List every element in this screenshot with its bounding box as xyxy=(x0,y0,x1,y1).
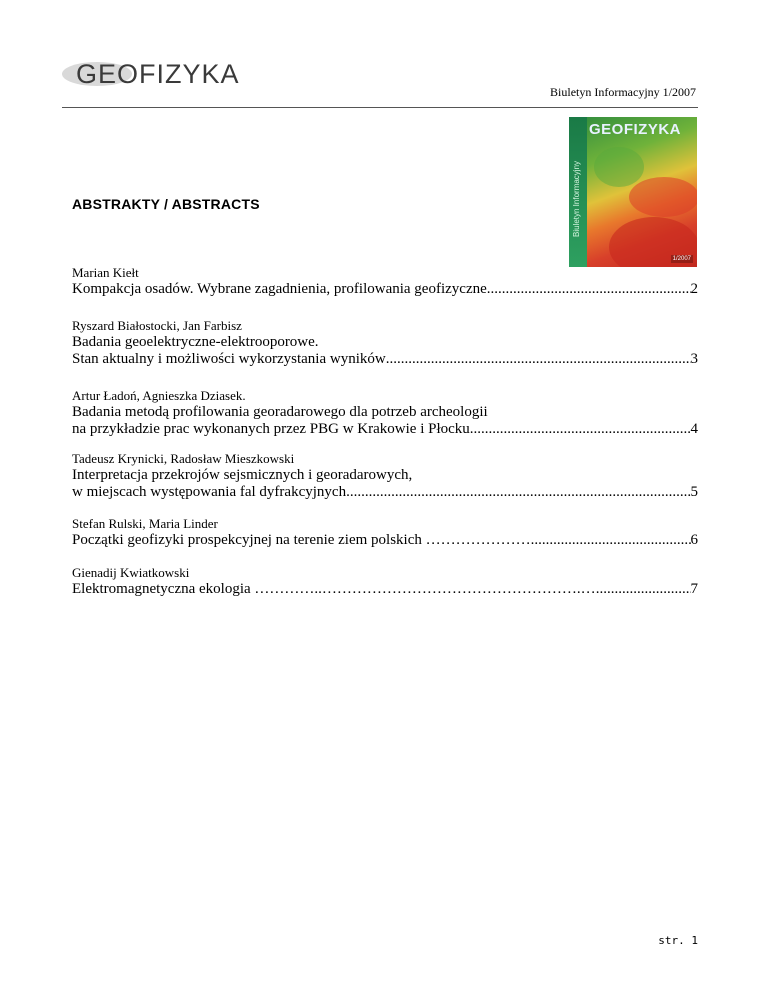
toc-entry[interactable] xyxy=(72,265,698,298)
dot-leader xyxy=(487,281,691,298)
entry-title: Stan aktualny i możliwości wykorzystania wyników xyxy=(72,351,386,367)
dot-leader xyxy=(538,532,690,549)
entry-title-line xyxy=(72,484,698,501)
entry-title-line: Interpretacja przekrojów sejsmicznych i georadarowych, xyxy=(72,467,413,483)
entry-page-number: 6 xyxy=(690,532,698,548)
cover-vertical-text: Biuletyn Informacyjny xyxy=(572,160,581,237)
dot-leader xyxy=(596,581,691,598)
entry-page-number: 3 xyxy=(690,351,698,367)
dot-leader xyxy=(386,351,691,368)
toc-entry[interactable] xyxy=(72,516,698,549)
entry-page-number: 2 xyxy=(690,281,698,297)
entry-title-line xyxy=(72,532,698,549)
header-divider xyxy=(62,107,698,108)
entry-authors: Artur Ładoń, Agnieszka Dziasek. xyxy=(72,388,246,403)
entry-authors: Gienadij Kwiatkowski xyxy=(72,565,190,580)
entry-authors: Stefan Rulski, Maria Linder xyxy=(72,516,218,531)
logo-text: GEOFIZYKA xyxy=(76,59,240,89)
entry-authors: Marian Kiełt xyxy=(72,265,139,280)
dot-leader xyxy=(346,484,690,501)
page-number: str. 1 xyxy=(658,934,698,947)
entry-authors: Tadeusz Krynicki, Radosław Mieszkowski xyxy=(72,451,295,466)
entry-title-line xyxy=(72,281,698,298)
entry-title-line xyxy=(72,581,698,598)
entry-title-line: Badania metodą profilowania georadarowego dla potrzeb archeologii xyxy=(72,404,488,420)
toc-entry[interactable] xyxy=(72,388,698,438)
entry-page-number: 4 xyxy=(690,421,698,437)
entry-title-line xyxy=(72,421,698,438)
cover-image xyxy=(569,117,697,267)
entry-title: Początki geofizyki prospekcyjnej na terenie ziem polskich ………………….. xyxy=(72,532,539,548)
toc-entry[interactable] xyxy=(72,565,698,598)
entry-title-line xyxy=(72,351,698,368)
entry-authors: Ryszard Białostocki, Jan Farbisz xyxy=(72,318,242,333)
cover-texture xyxy=(594,147,644,187)
dot-leader xyxy=(470,421,691,438)
section-title: ABSTRAKTY / ABSTRACTS xyxy=(72,196,260,212)
entry-title: na przykładzie prac wykonanych przez PBG w Krakowie i Płocku xyxy=(72,421,470,437)
toc-entry[interactable] xyxy=(72,318,698,368)
entry-page-number: 5 xyxy=(690,484,698,500)
cover-title: GEOFIZYKA xyxy=(589,121,682,138)
entry-title: w miejscach występowania fal dyfrakcyjnych xyxy=(72,484,347,500)
entry-title: Elektromagnetyczna ekologia …………..…………………………………………….… xyxy=(72,581,596,597)
entry-page-number: 7 xyxy=(690,581,698,597)
entry-title: Kompakcja osadów. Wybrane zagadnienia, profilowania geofizyczne xyxy=(72,281,487,297)
cover-texture xyxy=(629,177,697,217)
geofizyka-logo xyxy=(62,58,262,90)
entry-title-line: Badania geoelektryczne-elektrooporowe. xyxy=(72,334,319,350)
toc-entry[interactable] xyxy=(72,451,698,501)
bulletin-issue: Biuletyn Informacyjny 1/2007 xyxy=(550,85,696,99)
cover-issue-badge: 1/2007 xyxy=(672,256,691,262)
